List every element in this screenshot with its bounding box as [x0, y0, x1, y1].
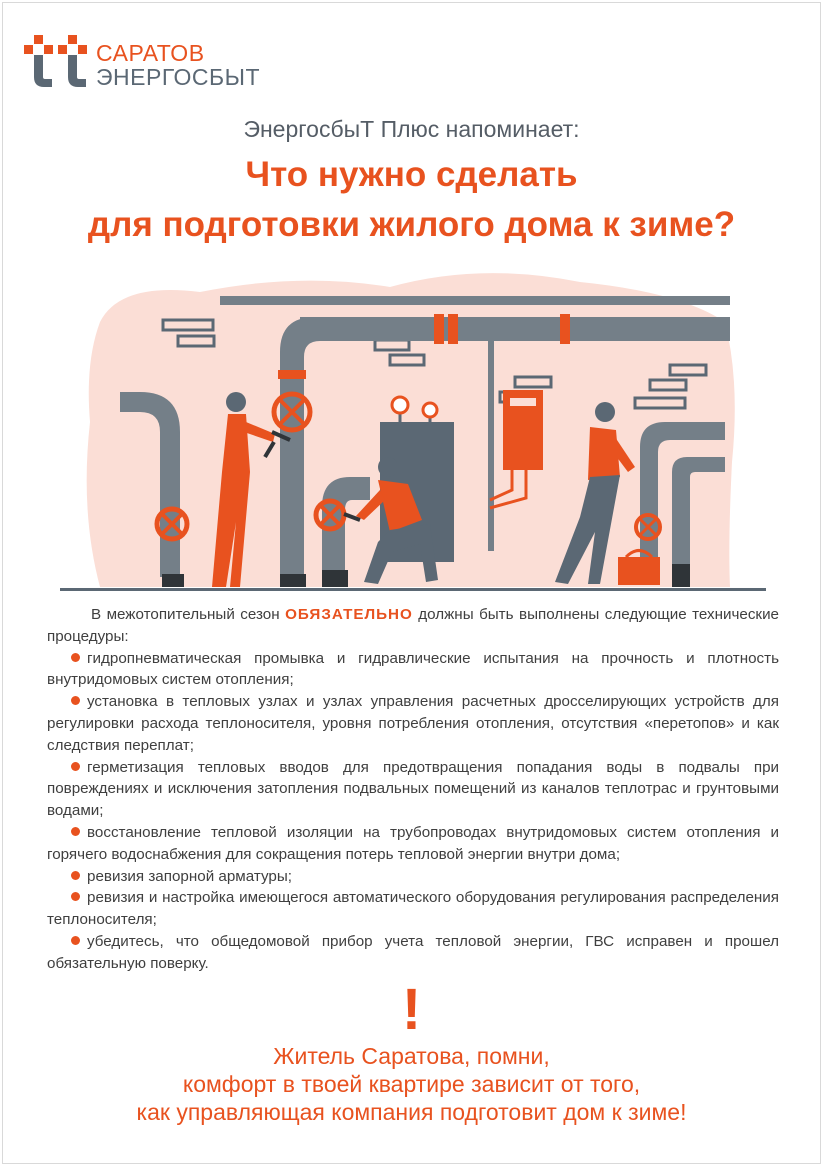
title-line-1: Что нужно сделать — [245, 155, 578, 194]
list-item — [47, 866, 779, 888]
bullet-icon — [71, 762, 80, 771]
list-item — [47, 931, 779, 975]
exclamation-mark: ! — [401, 977, 422, 1042]
list-item-text: герметизация тепловых вводов для предотвращения попадания воды в подвалы при повреждениях и исключения затопления подвальных помещений из каналов теплотрас и грунтовыми водами; — [47, 758, 779, 820]
list-item — [47, 757, 779, 822]
list-item — [47, 691, 779, 756]
bullet-icon — [71, 892, 80, 901]
lead-emphasis: ОБЯЗАТЕЛЬНО — [285, 606, 413, 623]
list-item-text: убедитесь, что общедомовой прибор учета тепловой энергии, ГВС исправен и прошел обязательную поверку. — [47, 932, 779, 972]
bullet-icon — [71, 827, 80, 836]
closing-line-3: как управляющая компания подготовит дом к зиме! — [136, 1099, 687, 1125]
list-item-text: гидропневматическая промывка и гидравлические испытания на прочность и плотность внутридомовых систем отопления; — [47, 649, 779, 689]
lead-text-start: В межотопительный сезон — [91, 606, 286, 623]
bullet-icon — [71, 936, 80, 945]
brand-logo-icon — [24, 33, 88, 89]
list-item-text: ревизия и настройка имеющегося автоматического оборудования регулирования распределения теплоносителя; — [47, 889, 779, 929]
bullet-icon — [71, 653, 80, 662]
list-item — [47, 887, 779, 931]
closing-line-1: Житель Саратова, помни, — [273, 1043, 550, 1069]
lead-paragraph — [47, 604, 779, 648]
list-item — [47, 822, 779, 866]
brand-name-line1: САРАТОВ — [96, 40, 205, 66]
brand-name-line2: ЭНЕРГОСБЫТ — [96, 64, 260, 90]
page-title — [0, 150, 823, 250]
brand-logo — [24, 33, 264, 93]
list-item — [47, 648, 779, 692]
bullet-icon — [71, 871, 80, 880]
procedures-text — [47, 604, 779, 975]
intro-text: ЭнергосбыТ Плюс напоминает: — [243, 116, 580, 142]
closing-message — [0, 1042, 823, 1126]
bullet-icon — [71, 696, 80, 705]
list-item-text: установка в тепловых узлах и узлах управления расчетных дросселирующих устройств для регулировки расхода теплоносителя, уровня потребления отопления, отсутствия «перетопов» и как следствия переплат; — [47, 693, 779, 754]
heating-workers-illustration — [60, 262, 770, 597]
closing-line-2: комфорт в твоей квартире зависит от того, — [182, 1071, 641, 1097]
list-item-text: ревизия запорной арматуры; — [87, 867, 292, 885]
list-item-text: восстановление тепловой изоляции на трубопроводах внутридомовых систем отопления и горячего водоснабжения для сокращения потерь тепловой энергии внутри дома; — [47, 823, 779, 863]
lead-text-end: должны быть выполнены следующие технические процедуры: — [47, 606, 779, 645]
title-line-2: для подготовки жилого дома к зиме? — [87, 205, 736, 244]
